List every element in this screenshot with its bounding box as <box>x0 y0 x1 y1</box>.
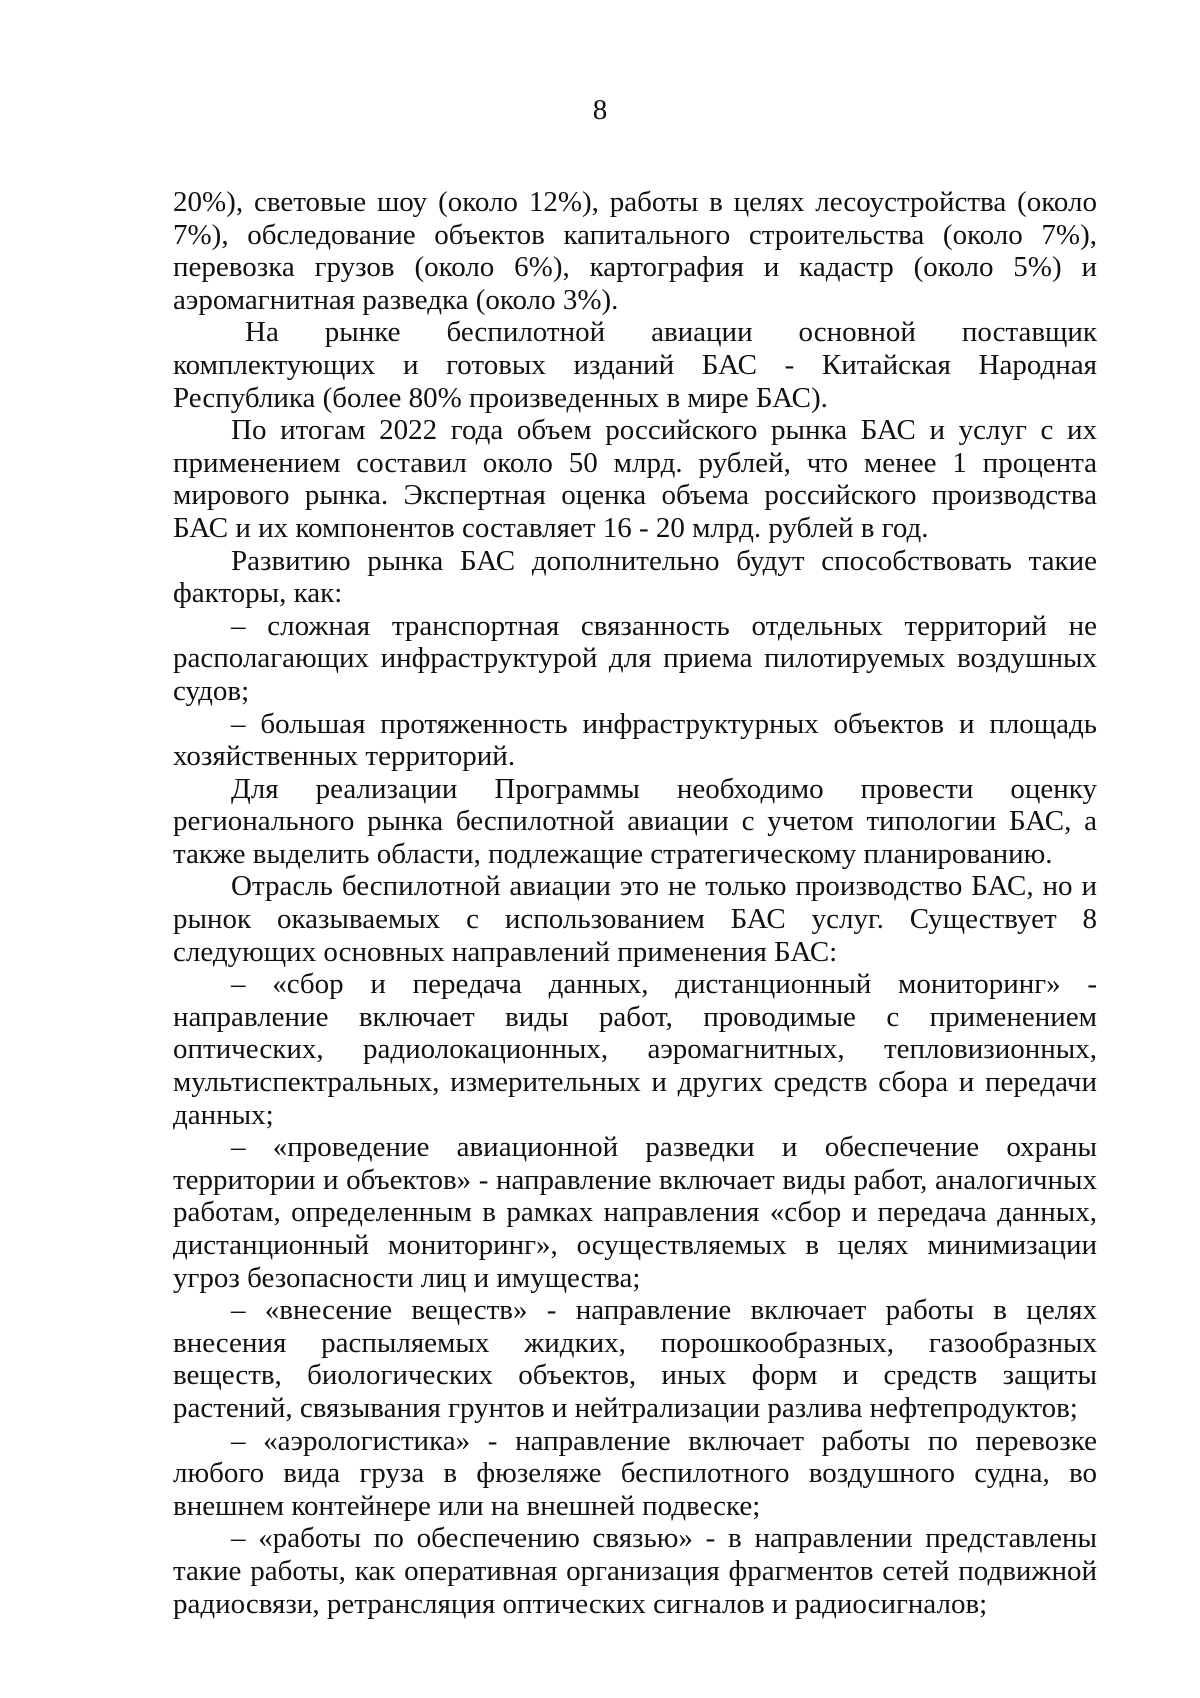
paragraph-growth-factors: Развитию рынка БАС дополнительно будут способствовать такие факторы, как: <box>173 544 1097 610</box>
paragraph-market-size-2022: По итогам 2022 года объем российского рынка БАС и услуг с их применением составил около 50 млрд. рублей, что менее 1 процента мирового рынка. Экспертная оценка объема российского производства БАС и их компонентов составляет 16 - 20 млрд. рублей в год. <box>173 414 1097 544</box>
list-item-transport-connectivity: – сложная транспортная связанность отдельных территорий не располагающих инфраструктурой для приема пилотируемых воздушных судов; <box>173 609 1097 707</box>
paragraph-industry-directions: Отрасль беспилотной авиации это не только производство БАС, но и рынок оказываемых с использованием БАС услуг. Существует 8 следующих основных направлений применения БАС: <box>173 870 1097 968</box>
paragraph-main-supplier: На рынке беспилотной авиации основной поставщик комплектующих и готовых изданий БАС - Китайская Народная Республика (более 80% произведенных в мире БАС). <box>173 316 1097 414</box>
list-item-communications: – «работы по обеспечению связью» - в направлении представлены такие работы, как оперативная организация фрагментов сетей подвижной радиосвязи, ретрансляция оптических сигналов и радиосигналов; <box>173 1522 1097 1620</box>
document-body <box>173 186 1097 1620</box>
list-item-data-collection: – «сбор и передача данных, дистанционный мониторинг» - направление включает виды работ, проводимые с применением оптических, радиолокационных, аэромагнитных, тепловизионных, мультиспектральных, измерительных и других средств сбора и передачи данных; <box>173 968 1097 1131</box>
list-item-substance-application: – «внесение веществ» - направление включает работы в целях внесения распыляемых жидких, порошкообразных, газообразных веществ, биологических объектов, иных форм и средств защиты растений, связывания грунтов и нейтрализации разлива нефтепродуктов; <box>173 1294 1097 1424</box>
list-item-aerologistics: – «аэрологистика» - направление включает работы по перевозке любого вида груза в фюзеляже беспилотного воздушного судна, во внешнем контейнере или на внешней подвеске; <box>173 1424 1097 1522</box>
list-item-aerial-reconnaissance: – «проведение авиационной разведки и обеспечение охраны территории и объектов» - направление включает виды работ, аналогичных работам, определенным в рамках направления «сбор и передача данных, дистанционный мониторинг», осуществляемых в целях минимизации угроз безопасности лиц и имущества; <box>173 1131 1097 1294</box>
paragraph-market-shares: 20%), световые шоу (около 12%), работы в целях лесоустройства (около 7%), обследование объектов капитального строительства (около 7%), перевозка грузов (около 6%), картография и кадастр (около 5%) и аэромагнитная разведка (около 3%). <box>173 186 1097 316</box>
list-item-infrastructure-length: – большая протяженность инфраструктурных объектов и площадь хозяйственных территорий. <box>173 707 1097 773</box>
paragraph-program-implementation: Для реализации Программы необходимо провести оценку регионального рынка беспилотной авиации с учетом типологии БАС, а также выделить области, подлежащие стратегическому планированию. <box>173 772 1097 870</box>
page-number: 8 <box>592 94 608 126</box>
